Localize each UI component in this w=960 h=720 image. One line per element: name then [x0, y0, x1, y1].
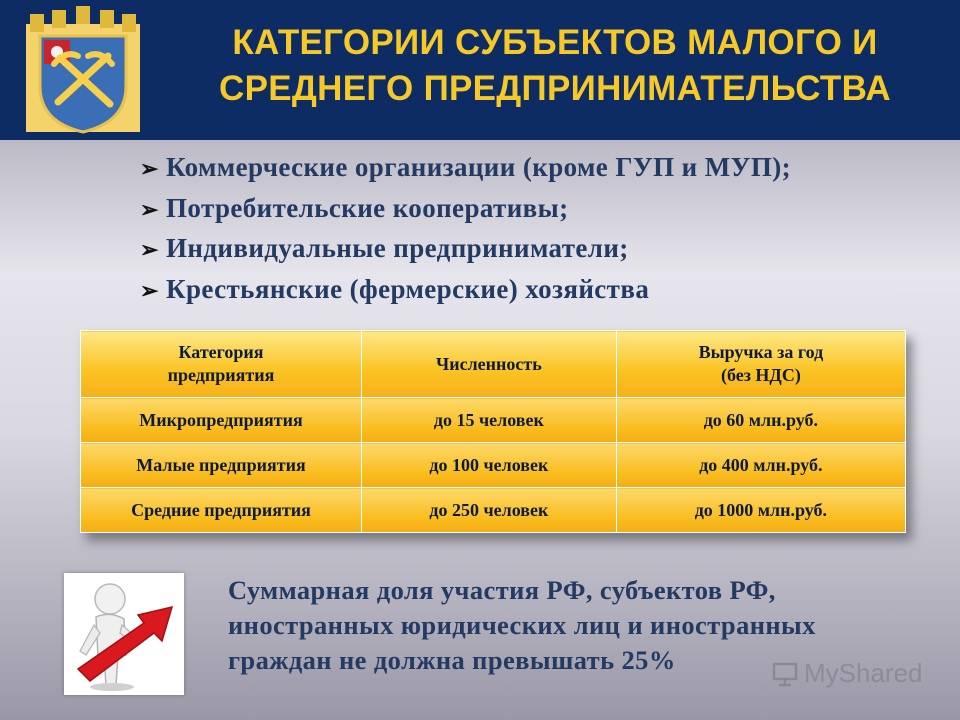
cell-revenue: до 400 млн.руб.	[616, 443, 905, 488]
header-headcount: Численность	[362, 331, 617, 398]
bullet-arrow-icon: ➢	[140, 277, 159, 303]
list-item-text: Потребительские кооперативы;	[166, 192, 569, 223]
table-row	[81, 443, 906, 488]
title-line-2: СРЕДНЕГО ПРЕДПРИНИМАТЕЛЬСТВА	[219, 69, 891, 108]
cell-headcount: до 100 человек	[362, 443, 617, 488]
header-category: Категория предприятия	[81, 331, 362, 398]
cell-category: Микропредприятия	[81, 398, 362, 443]
bullet-arrow-icon: ➢	[140, 196, 159, 222]
page-title	[170, 20, 940, 112]
cell-category: Малые предприятия	[81, 443, 362, 488]
list-item-text: Индивидуальные предприниматели;	[166, 233, 629, 263]
list-item-text: Коммерческие организации (кроме ГУП и МУП);	[166, 152, 792, 182]
cell-headcount: до 15 человек	[362, 398, 617, 443]
watermark	[772, 658, 923, 689]
table-row	[81, 488, 906, 533]
cell-category: Средние предприятия	[81, 488, 362, 533]
header-revenue: Выручка за год (без НДС)	[616, 331, 905, 398]
header-bar	[0, 0, 960, 140]
categories-table	[80, 330, 906, 533]
list-item	[140, 148, 791, 189]
cell-headcount: до 250 человек	[362, 488, 617, 533]
table-row	[81, 398, 906, 443]
illustration	[64, 573, 184, 695]
bullet-arrow-icon: ➢	[140, 156, 159, 181]
title-line-1: КАТЕГОРИИ СУБЪЕКТОВ МАЛОГО И	[232, 23, 878, 62]
presentation-screen-icon	[772, 661, 798, 687]
note-line-3: граждан не должна превышать 25%	[228, 645, 676, 675]
list-item	[140, 189, 791, 230]
bullet-arrow-icon: ➢	[140, 237, 159, 262]
cell-revenue: до 60 млн.руб.	[616, 398, 905, 443]
note-line-2: иностранных юридических лиц и иностранных	[228, 610, 816, 640]
city-coat-of-arms-icon	[18, 6, 148, 136]
watermark-text: MyShared	[804, 658, 923, 688]
categories-table-wrapper	[80, 330, 906, 533]
list-item	[140, 270, 791, 311]
table-header-row	[81, 331, 906, 398]
list-item-text: Крестьянские (фермерские) хозяйства	[166, 273, 650, 304]
entity-types-list	[140, 148, 791, 310]
person-with-red-arrow-icon	[64, 573, 184, 695]
cell-revenue: до 1000 млн.руб.	[616, 488, 905, 533]
note-line-1: Суммарная доля участия РФ, субъектов РФ,	[228, 575, 776, 605]
list-item	[140, 229, 791, 270]
